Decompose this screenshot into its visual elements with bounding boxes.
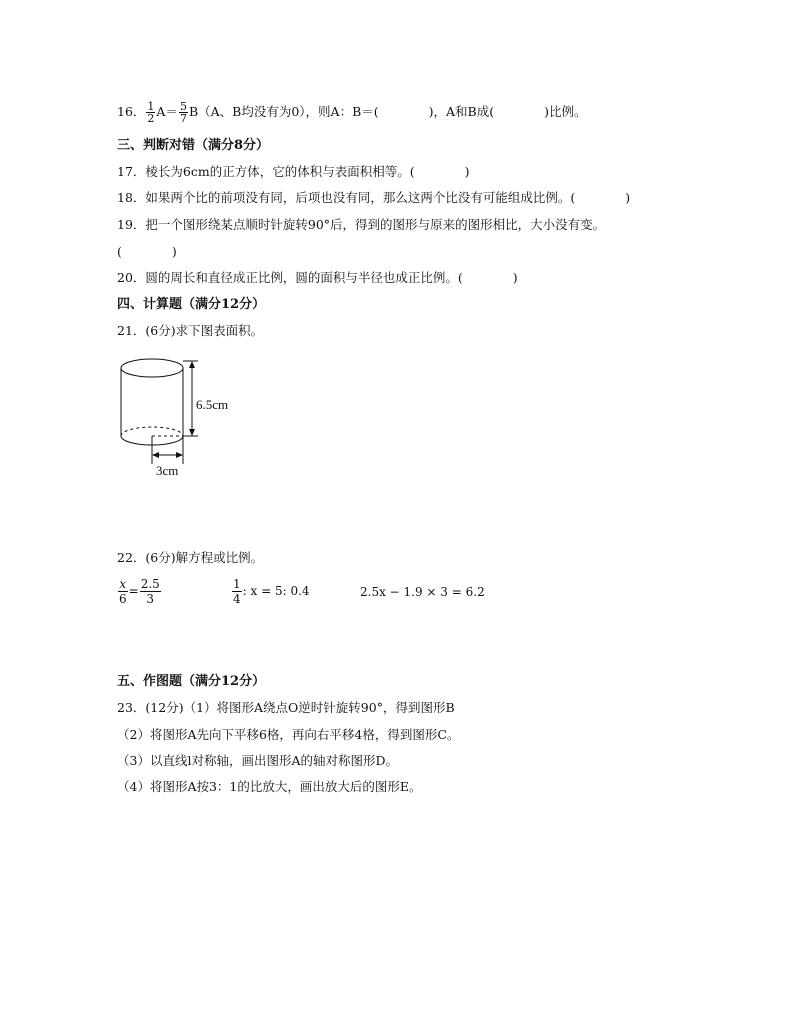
question-23-part-4: （4）将图形A按3：1的比放大，画出放大后的图形E。	[117, 779, 422, 794]
question-23-part-3: （3）以直线l对称轴，画出图形A的轴对称图形D。	[117, 753, 399, 768]
fraction-numerator: x	[119, 577, 127, 591]
height-arrow-up	[189, 361, 195, 368]
question-23: 23．(12分)（1）将图形A绕点O逆时针旋转90°，得到图形B	[117, 700, 455, 715]
section-3-heading: 三、判断对错（满分8分）	[117, 138, 270, 153]
cylinder-bottom-back-dashed	[121, 427, 183, 436]
fraction-denominator: 4	[233, 592, 241, 606]
question-22: 22．(6分)解方程或比例。	[117, 550, 264, 565]
q16-text: B（A、B均没有为0），则A：B＝( )，A和B成( )比例。	[188, 104, 587, 119]
question-17: 17．棱长为6cm的正方体，它的体积与表面积相等。( )	[117, 164, 470, 179]
fraction-numerator: 1	[233, 577, 241, 591]
question-20: 20．圆的周长和直径成正比例，圆的面积与半径也成正比例。( )	[117, 270, 518, 285]
equation-2-fraction	[232, 577, 242, 606]
equation-1-right-fraction	[140, 577, 161, 606]
equation-1	[117, 577, 162, 606]
radius-arrow-left	[152, 452, 159, 458]
cylinder-top-ellipse	[121, 359, 183, 377]
section-4-heading: 四、计算题（满分12分）	[117, 297, 266, 312]
equation-3: 2.5x − 1.9 × 3 = 6.2	[360, 585, 485, 599]
question-23-part-2: （2）将图形A先向下平移6格，再向右平移4格，得到图形C。	[117, 727, 460, 742]
question-21: 21．(6分)求下图表面积。	[117, 323, 264, 338]
question-16	[117, 101, 586, 124]
q16-a-equals: A＝	[156, 104, 178, 119]
fraction-denominator: 6	[119, 592, 127, 606]
section-5-heading: 五、作图题（满分12分）	[117, 674, 266, 689]
fraction-numerator: 2.5	[140, 577, 160, 591]
equation-1-left-fraction	[118, 577, 128, 606]
fraction-five-sevenths	[179, 101, 188, 124]
fraction-denominator: 3	[146, 592, 155, 606]
height-arrow-down	[189, 429, 195, 436]
radius-label: 3cm	[156, 463, 179, 478]
fraction-numerator: 5	[179, 100, 187, 113]
height-label: 6.5cm	[196, 397, 229, 412]
q16-number: 16．	[117, 104, 146, 119]
equation-2	[231, 577, 310, 606]
question-18: 18．如果两个比的前项没有同，后项也没有同，那么这两个比没有可能组成比例。( )	[117, 190, 631, 205]
fraction-denominator: 2	[147, 112, 155, 125]
cylinder-figure	[110, 352, 250, 482]
question-19-answer-blank: ( )	[117, 244, 177, 259]
fraction-one-half	[146, 101, 155, 124]
fraction-denominator: 7	[179, 112, 187, 125]
radius-arrow-right	[176, 452, 183, 458]
fraction-numerator: 1	[147, 100, 155, 113]
equation-2-text: : x = 5: 0.4	[242, 584, 310, 598]
question-19: 19．把一个图形绕某点顺时针旋转90°后，得到的图形与原来的图形相比，大小没有变。	[117, 217, 606, 232]
equals-sign: =	[128, 584, 139, 598]
